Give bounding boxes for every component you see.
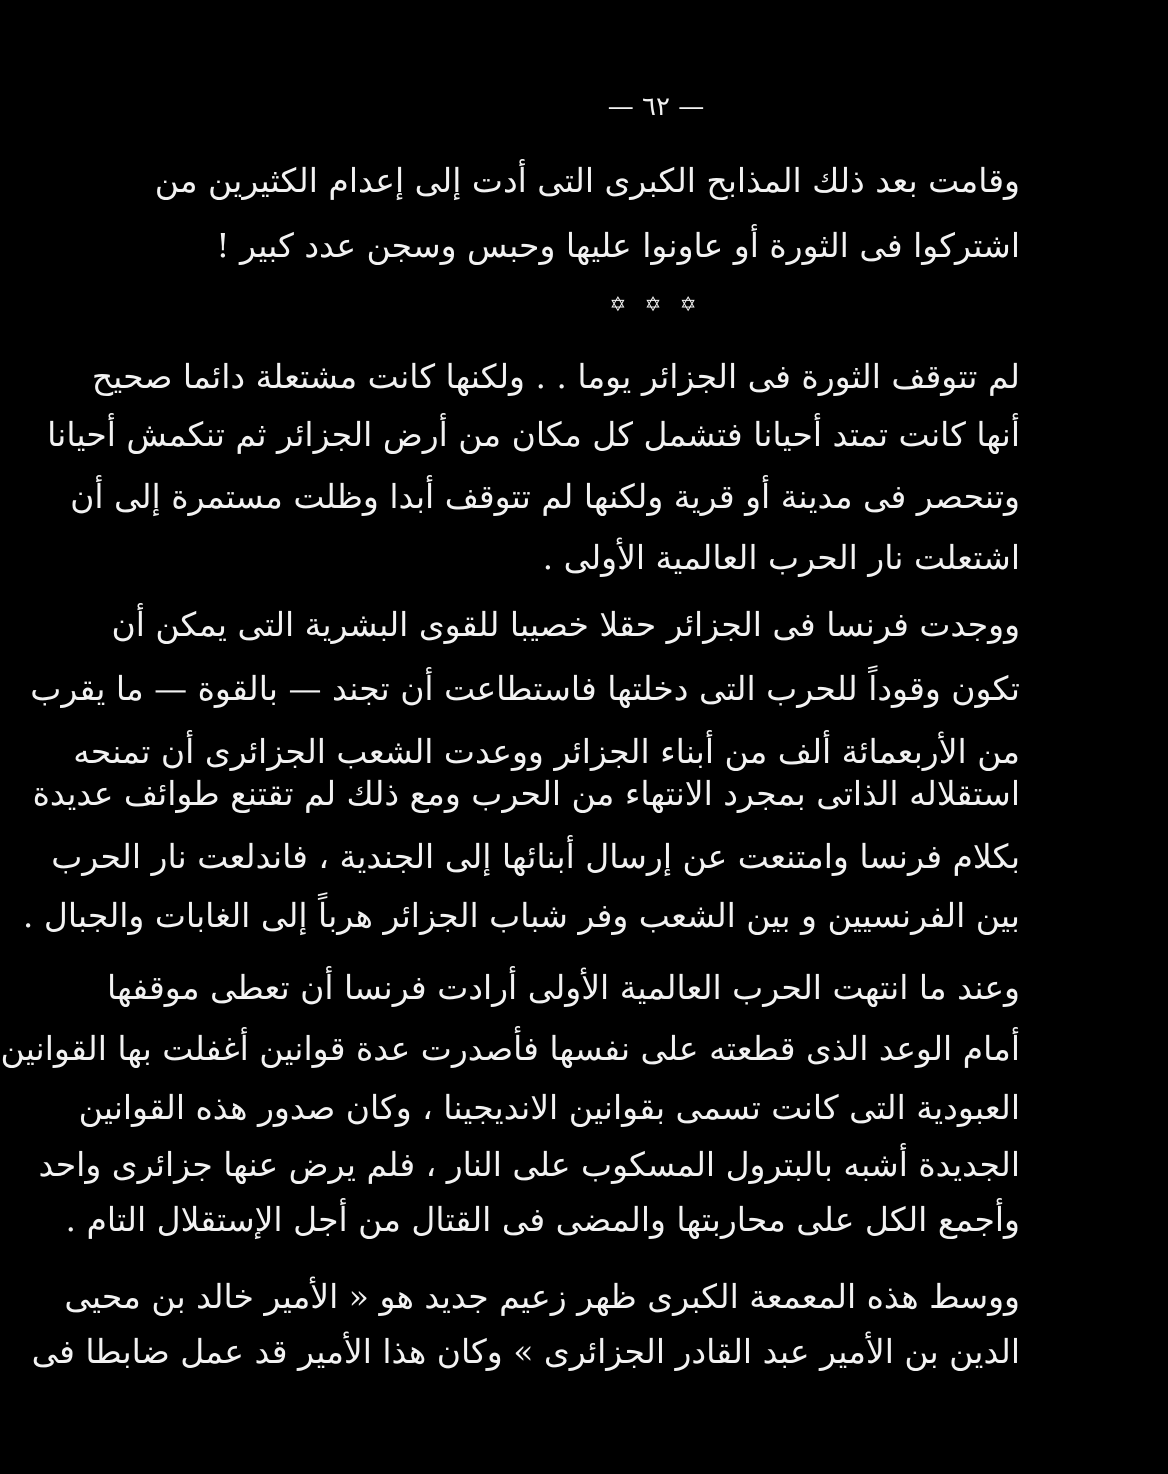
text-line: العبودية التى كانت تسمى بقوانين الانديجينا ، وكان صدور هذه القوانين bbox=[78, 1088, 1020, 1127]
text-line: الدين بن الأمير عبد القادر الجزائرى » وكان هذا الأمير قد عمل ضابطا فى bbox=[31, 1332, 1020, 1371]
text-line: اشتعلت نار الحرب العالمية الأولى . bbox=[542, 538, 1020, 577]
text-line: لم تتوقف الثورة فى الجزائر يوما . . ولكنها كانت مشتعلة دائما صحيح bbox=[91, 357, 1020, 396]
section-separator: ✡ ✡ ✡ bbox=[609, 292, 703, 316]
text-line: بكلام فرنسا وامتنعت عن إرسال أبنائها إلى الجندية ، فاندلعت نار الحرب bbox=[51, 837, 1020, 876]
text-line: أنها كانت تمتد أحيانا فتشمل كل مكان من أرض الجزائر ثم تنكمش أحيانا bbox=[47, 415, 1020, 454]
text-line: وعند ما انتهت الحرب العالمية الأولى أرادت فرنسا أن تعطى موقفها bbox=[107, 968, 1020, 1007]
page-number: — ٦٢ — bbox=[607, 92, 705, 122]
text-line: بين الفرنسيين و بين الشعب وفر شباب الجزائر هرباً إلى الغابات والجبال . bbox=[22, 896, 1020, 935]
text-line: وتنحصر فى مدينة أو قرية ولكنها لم تتوقف أبدا وظلت مستمرة إلى أن bbox=[70, 477, 1020, 516]
text-line: تكون وقوداً للحرب التى دخلتها فاستطاعت أن تجند — بالقوة — ما يقرب bbox=[30, 669, 1020, 708]
text-line: الجديدة أشبه بالبترول المسكوب على النار ، فلم يرض عنها جزائرى واحد bbox=[38, 1145, 1020, 1184]
text-line: ووسط هذه المعمعة الكبرى ظهر زعيم جديد هو « الأمير خالد بن محيى bbox=[64, 1277, 1020, 1316]
text-line: ووجدت فرنسا فى الجزائر حقلا خصيبا للقوى البشرية التى يمكن أن bbox=[111, 605, 1020, 644]
text-line: أمام الوعد الذى قطعته على نفسها فأصدرت عدة قوانين أغفلت بها القوانين bbox=[0, 1029, 1020, 1068]
text-line: اشتركوا فى الثورة أو عاونوا عليها وحبس وسجن عدد كبير ! bbox=[216, 226, 1020, 265]
text-line: وأجمع الكل على محاربتها والمضى فى القتال من أجل الإستقلال التام . bbox=[65, 1200, 1020, 1239]
text-line: من الأربعمائة ألف من أبناء الجزائر ووعدت الشعب الجزائرى أن تمنحه bbox=[73, 732, 1020, 771]
text-line: استقلاله الذاتى بمجرد الانتهاء من الحرب ومع ذلك لم تقتنع طوائف عديدة bbox=[32, 774, 1020, 813]
text-line: وقامت بعد ذلك المذابح الكبرى التى أدت إلى إعدام الكثيرين من bbox=[154, 161, 1020, 200]
